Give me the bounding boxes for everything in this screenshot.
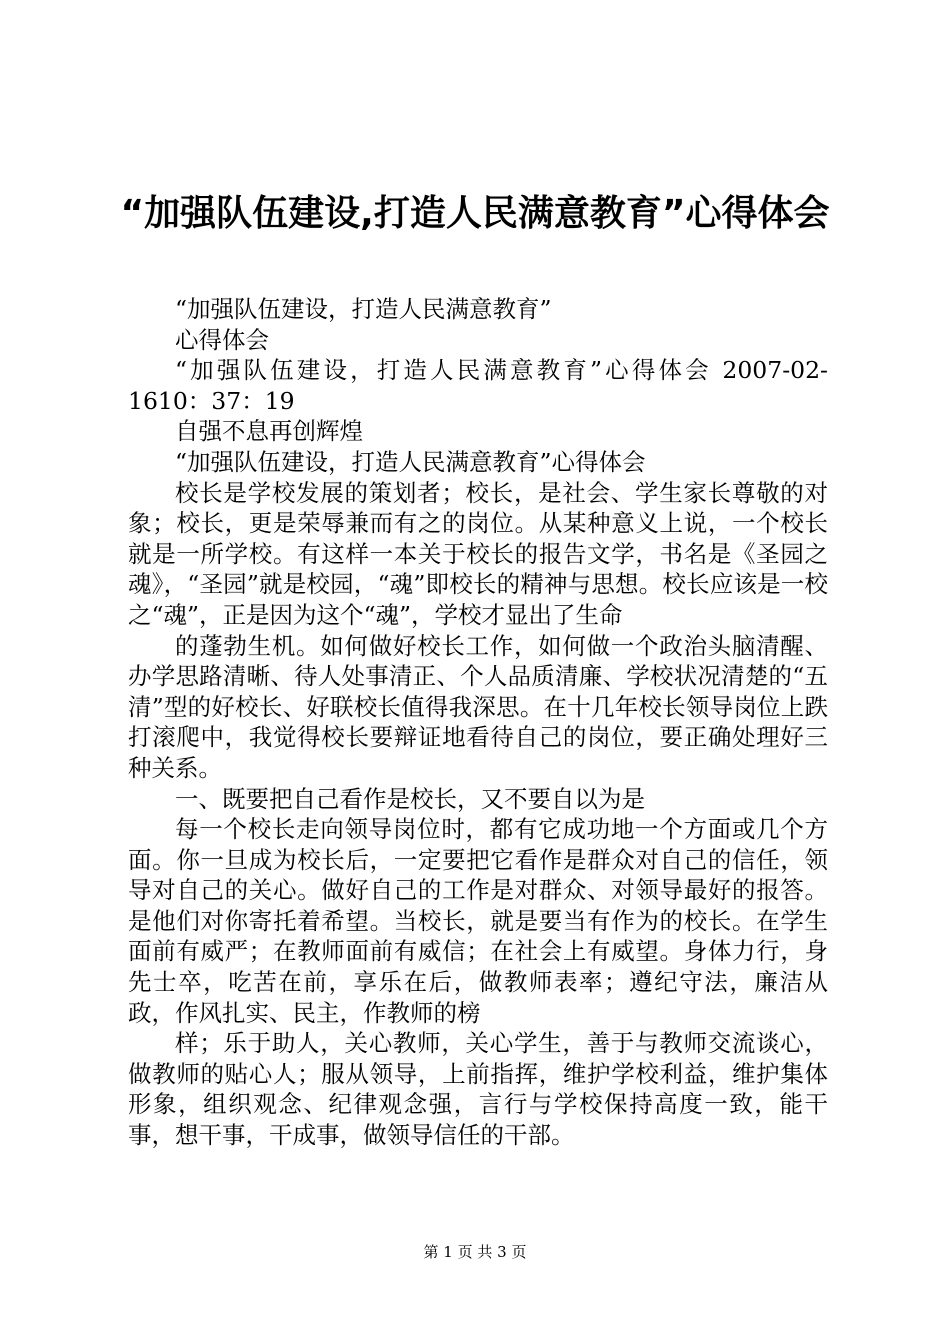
paragraph-2: 心得体会 <box>175 325 269 354</box>
paragraph-8: 一、既要把自己看作是校长，又不要自以为是 <box>175 784 645 813</box>
document-body <box>128 294 828 1151</box>
document-title: “加强队伍建设,打造人民满意教育”心得体会 <box>120 193 830 234</box>
paragraph-1: “加强队伍建设，打造人民满意教育” <box>175 295 552 323</box>
paragraph-6: 校长是学校发展的策划者；校长，是社会、学生家长尊敬的对象；校长，更是荣辱兼而有之的岗位。从某种意义上说，一个校长就是一所学校。有这样一本关于校长的报告文学，书名是《圣园之魂》，“圣园”就是校园，“魂”即校长的精神与思想。校长应该是一校之“魂”，正是因为这个“魂”，学校才显出了生命 <box>128 478 828 629</box>
paragraph-5: “加强队伍建设，打造人民满意教育”心得体会 <box>175 447 646 476</box>
page-footer: 第 1 页 共 3 页 <box>423 1243 527 1261</box>
paragraph-3: “加强队伍建设，打造人民满意教育”心得体会 2007-02-1610：37：19 <box>128 356 828 415</box>
paragraph-10: 样；乐于助人，关心教师，关心学生，善于与教师交流谈心，做教师的贴心人；服从领导，上前指挥，维护学校利益，维护集体形象，组织观念、纪律观念强，言行与学校保持高度一致，能干事，想干事，干成事，做领导信任的干部。 <box>128 1029 828 1150</box>
paragraph-4: 自强不息再创辉煌 <box>175 417 363 446</box>
paragraph-7: 的蓬勃生机。如何做好校长工作，如何做一个政治头脑清醒、办学思路清晰、待人处事清正、个人品质清廉、学校状况清楚的“五清”型的好校长、好联校长值得我深思。在十几年校长领导岗位上跌打滚爬中，我觉得校长要辩证地看待自己的岗位，要正确处理好三种关系。 <box>128 631 828 782</box>
paragraph-9: 每一个校长走向领导岗位时，都有它成功地一个方面或几个方面。你一旦成为校长后，一定要把它看作是群众对自己的信任，领导对自己的关心。做好自己的工作是对群众、对领导最好的报答。是他们对你寄托着希望。当校长，就是要当有作为的校长。在学生面前有威严；在教师面前有威信；在社会上有威望。身体力行，身先士卒，吃苦在前，享乐在后，做教师表率；遵纪守法，廉洁从政，作风扎实、民主，作教师的榜 <box>128 815 828 1027</box>
